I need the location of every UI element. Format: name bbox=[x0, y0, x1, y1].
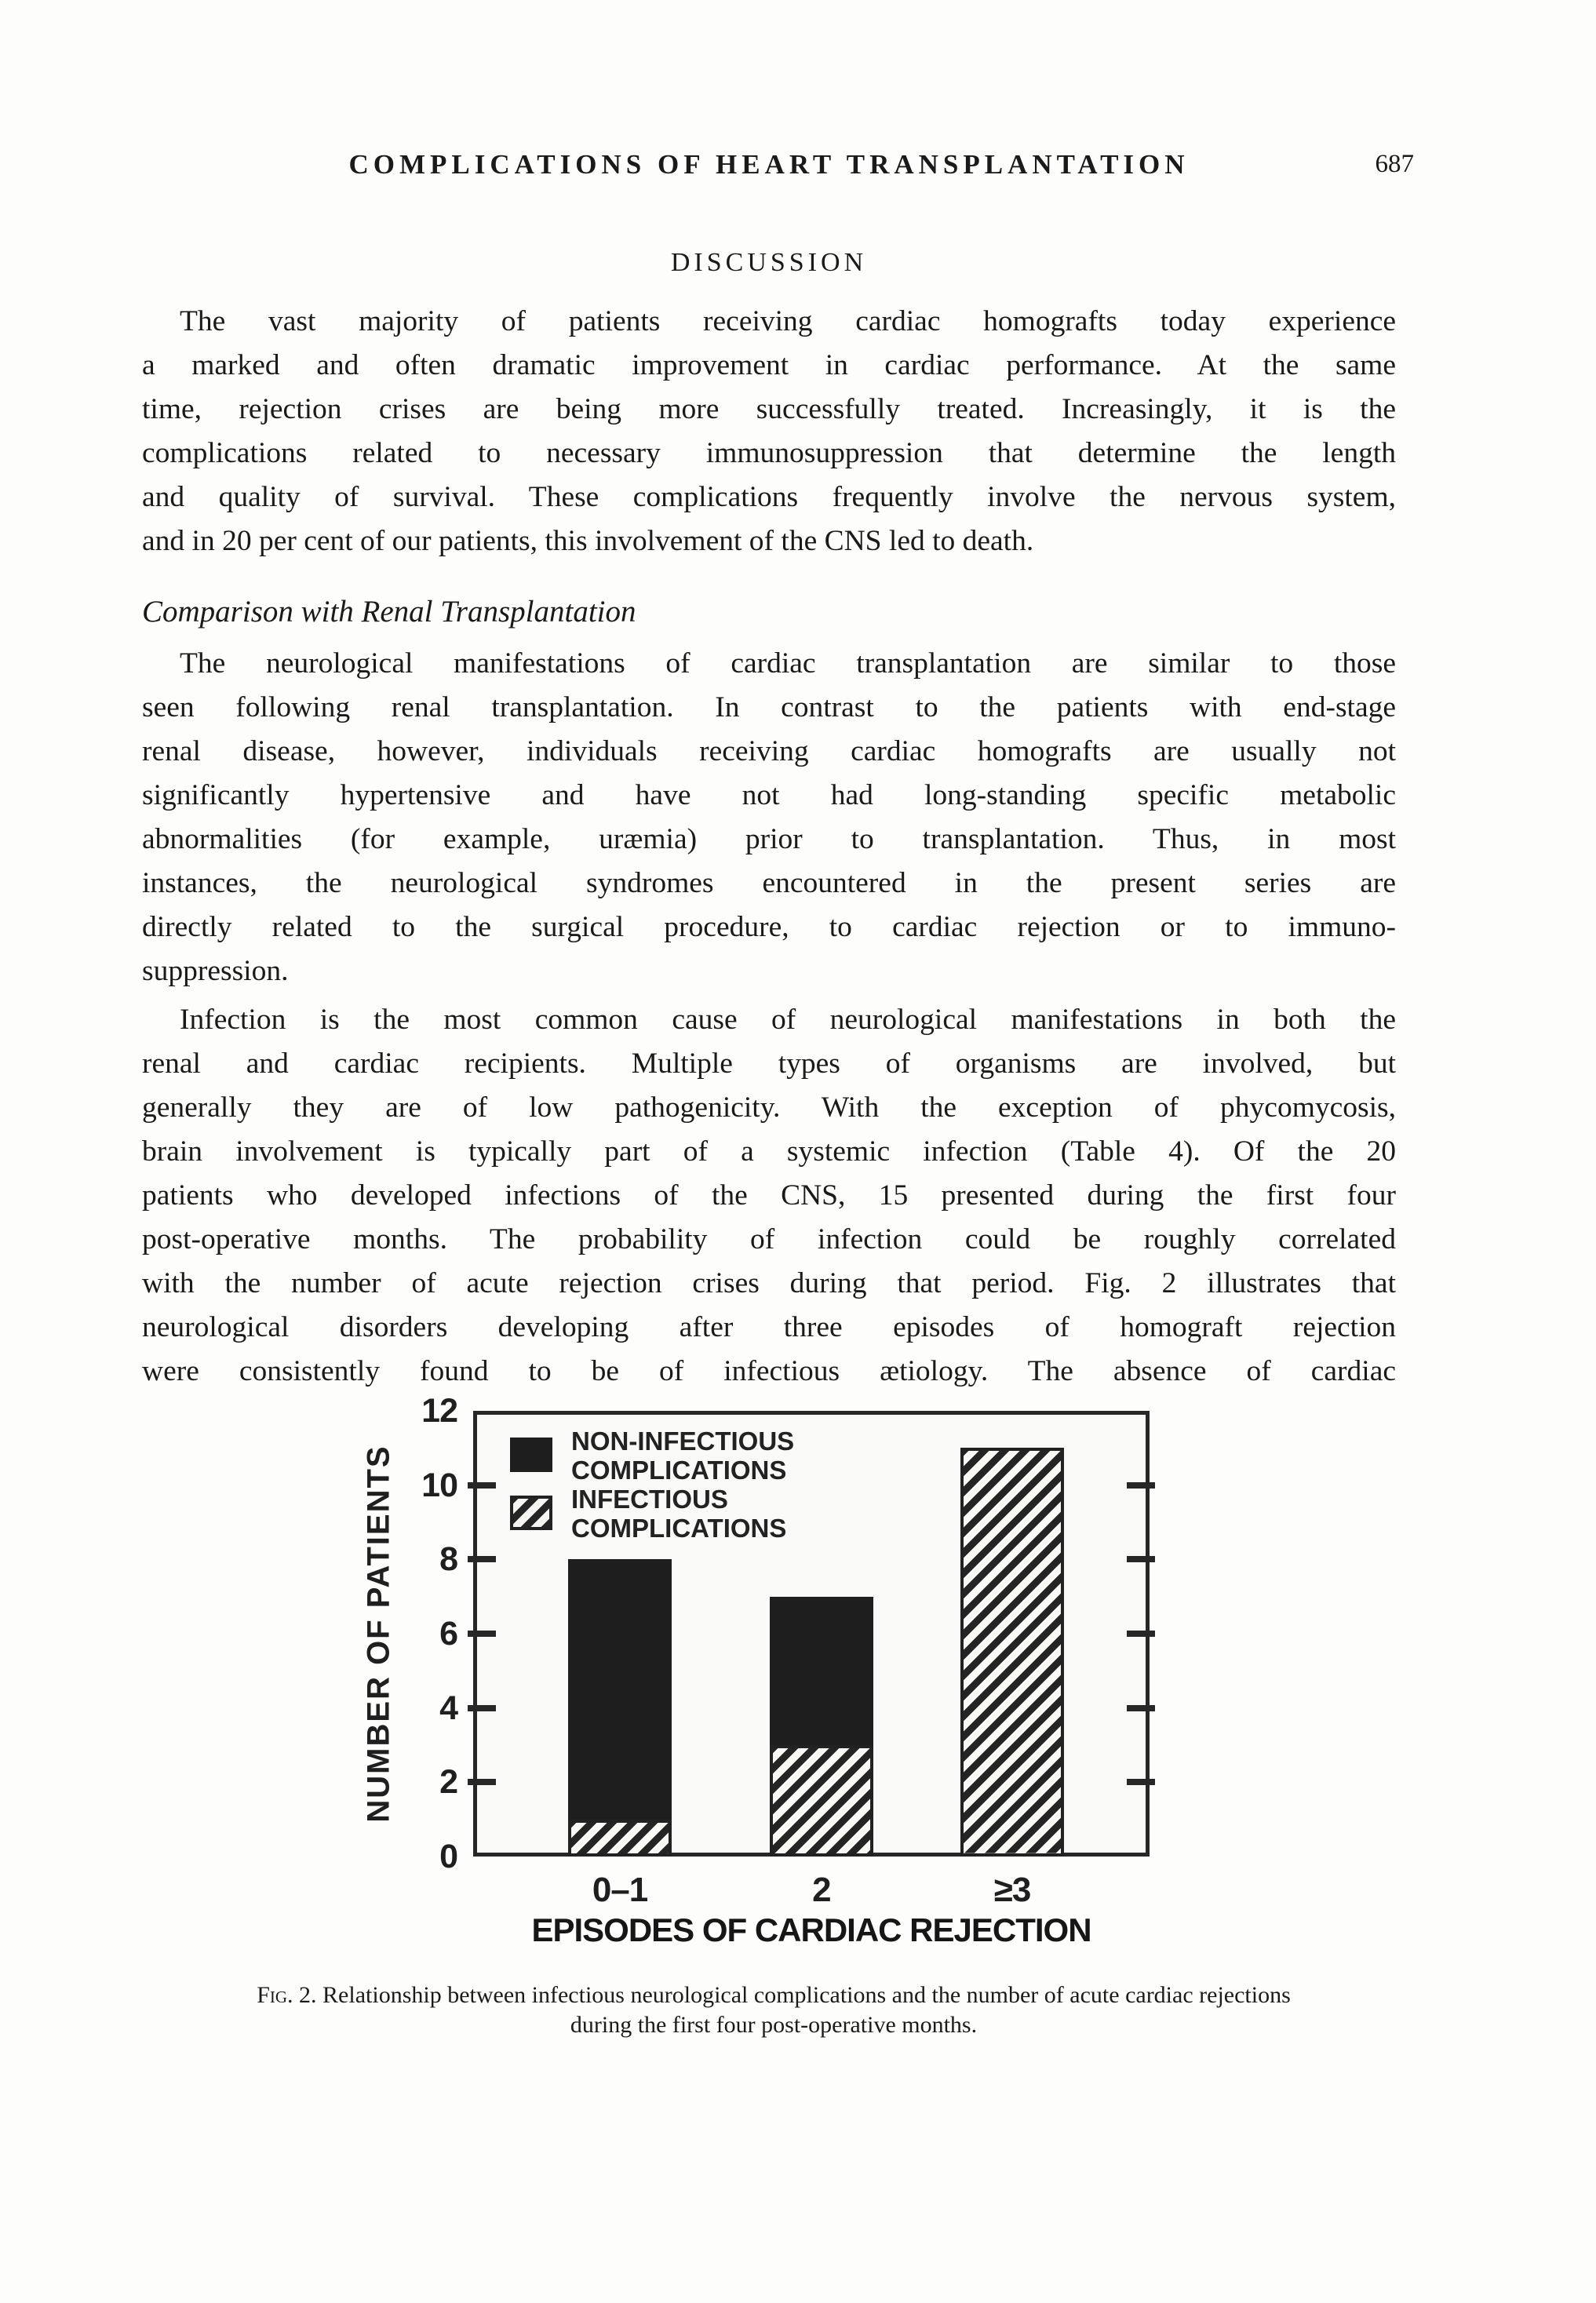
legend-label-line: NON-INFECTIOUS bbox=[571, 1427, 795, 1456]
paragraph-3-line: generally they are of low pathogenicity. With the exception of phycomycosis, bbox=[142, 1091, 1396, 1124]
paragraph-1-line: and in 20 per cent of our patients, this involvement of the CNS led to death. bbox=[142, 525, 1034, 557]
paragraph-3-line: Infection is the most common cause of neurological manifestations in both the bbox=[180, 1004, 1396, 1036]
x-tick-label: 0–1 bbox=[592, 1871, 648, 1909]
legend-label-line: COMPLICATIONS bbox=[571, 1456, 787, 1485]
bar-segment-infectious-1 bbox=[770, 1745, 873, 1857]
y-tick-label: 0 bbox=[439, 1838, 457, 1875]
paragraph-3-line: were consistently found to be of infectious ætiology. The absence of cardiac bbox=[142, 1355, 1396, 1387]
paragraph-1-line: complications related to necessary immunosuppression that determine the length bbox=[142, 437, 1396, 469]
y-tick-mark-right bbox=[1127, 1631, 1155, 1637]
paragraph-1-line: a marked and often dramatic improvement in cardiac performance. At the same bbox=[142, 349, 1396, 381]
bar-segment-infectious-0 bbox=[568, 1820, 672, 1857]
x-axis-title: EPISODES OF CARDIAC REJECTION bbox=[531, 1911, 1091, 1948]
y-tick-mark-right bbox=[1127, 1705, 1155, 1711]
paragraph-2-line: abnormalities (for example, uræmia) prior to transplantation. Thus, in most bbox=[142, 823, 1396, 855]
paragraph-2-line: The neurological manifestations of cardiac transplantation are similar to those bbox=[180, 647, 1396, 680]
y-tick-mark-left bbox=[468, 1779, 496, 1785]
paragraph-2-line: renal disease, however, individuals receiving cardiac homografts are usually not bbox=[142, 735, 1396, 767]
paragraph-1-line: The vast majority of patients receiving cardiac homografts today experience bbox=[180, 305, 1396, 337]
figure-caption bbox=[110, 1981, 1437, 2040]
y-tick-label: 6 bbox=[439, 1615, 457, 1653]
page-number: 687 bbox=[1375, 150, 1414, 178]
paragraph-3-line: patients who developed infections of the CNS, 15 presented during the first four bbox=[142, 1179, 1396, 1212]
paragraph-3-line: neurological disorders developing after three episodes of homograft rejection bbox=[142, 1311, 1396, 1343]
figure-caption-line-1 bbox=[110, 1981, 1437, 2010]
bar-segment-noninfectious-1 bbox=[770, 1597, 873, 1745]
y-tick-mark-right bbox=[1127, 1779, 1155, 1785]
bar-segment-noninfectious-0 bbox=[568, 1559, 672, 1819]
y-tick-label: 4 bbox=[439, 1689, 457, 1727]
y-tick-label: 10 bbox=[421, 1466, 457, 1504]
x-tick-label: 2 bbox=[812, 1871, 831, 1909]
legend-label-line: INFECTIOUS bbox=[571, 1485, 728, 1514]
subsection-heading: Comparison with Renal Transplantation bbox=[142, 595, 636, 629]
paragraph-3-line: brain involvement is typically part of a systemic infection (Table 4). Of the 20 bbox=[142, 1135, 1396, 1168]
paragraph-2-line: directly related to the surgical procedure, to cardiac rejection or to immuno- bbox=[142, 911, 1396, 943]
y-tick-mark-right bbox=[1127, 1482, 1155, 1489]
paragraph-2-line: significantly hypertensive and have not had long-standing specific metabolic bbox=[142, 779, 1396, 811]
y-tick-mark-left bbox=[468, 1705, 496, 1711]
bar-segment-infectious-2 bbox=[960, 1448, 1064, 1857]
figure-caption-text: Relationship between infectious neurological complications and the number of acute cardiac rejections bbox=[322, 1982, 1291, 2008]
discussion-heading: DISCUSSION bbox=[670, 248, 868, 277]
y-tick-label: 2 bbox=[439, 1763, 457, 1802]
y-tick-label: 8 bbox=[439, 1540, 457, 1579]
running-title: COMPLICATIONS OF HEART TRANSPLANTATION bbox=[348, 149, 1190, 180]
y-axis-title: NUMBER OF PATIENTS bbox=[361, 1445, 396, 1823]
y-tick-mark-left bbox=[468, 1556, 496, 1562]
figure-caption-line-2: during the first four post-operative months. bbox=[570, 2012, 978, 2038]
x-tick-label: ≥3 bbox=[993, 1871, 1031, 1909]
paragraph-2-line: suppression. bbox=[142, 955, 289, 987]
paragraph-2-line: instances, the neurological syndromes encountered in the present series are bbox=[142, 867, 1396, 899]
paragraph-3-line: with the number of acute rejection crises during that period. Fig. 2 illustrates that bbox=[142, 1267, 1396, 1299]
paragraph-1-line: and quality of survival. These complications frequently involve the nervous system, bbox=[142, 481, 1396, 513]
legend-label-line: COMPLICATIONS bbox=[571, 1514, 787, 1543]
y-tick-mark-left bbox=[468, 1482, 496, 1489]
paragraph-3-line: renal and cardiac recipients. Multiple types of organisms are involved, but bbox=[142, 1048, 1396, 1080]
paragraph-1-line: time, rejection crises are being more successfully treated. Increasingly, it is the bbox=[142, 393, 1396, 425]
y-tick-label: 12 bbox=[421, 1392, 457, 1430]
paragraph-2-line: seen following renal transplantation. In contrast to the patients with end-stage bbox=[142, 691, 1396, 723]
paragraph-3-line: post-operative months. The probability of infection could be roughly correlated bbox=[142, 1223, 1396, 1255]
y-tick-mark-right bbox=[1127, 1556, 1155, 1562]
figure-caption-prefix: Fig. 2. bbox=[257, 1982, 317, 2008]
y-tick-mark-left bbox=[468, 1631, 496, 1637]
